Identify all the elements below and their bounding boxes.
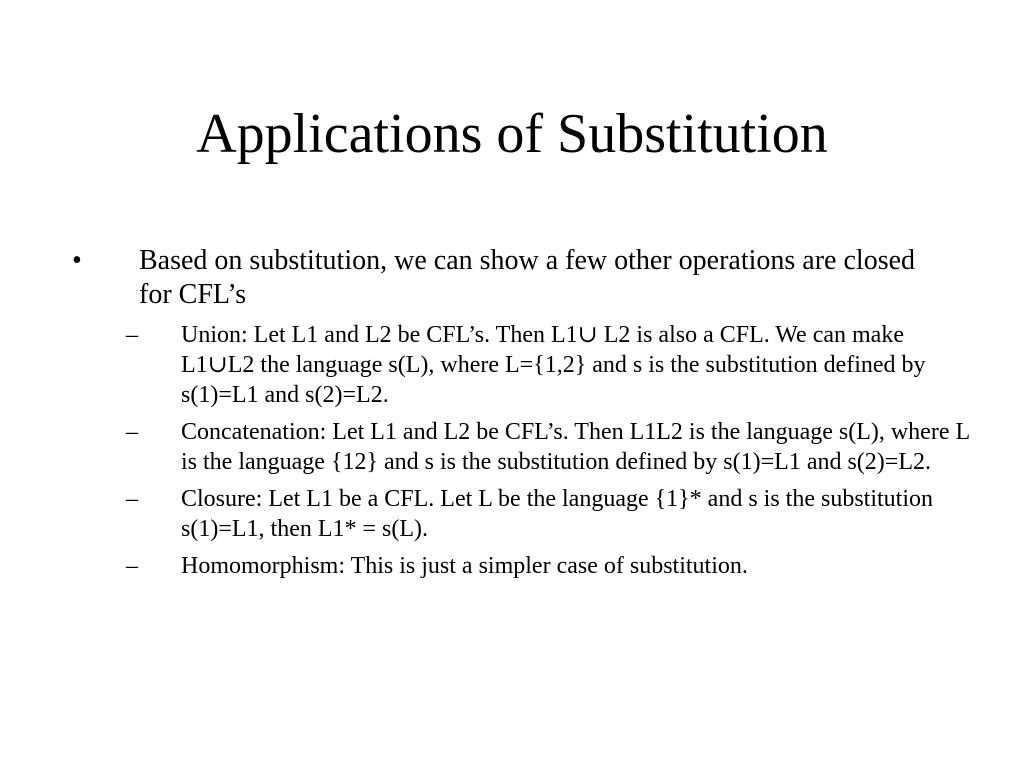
dash-marker: – bbox=[126, 322, 138, 348]
bullet-text: Based on substitution, we can show a few other operations are closed for CFL’s bbox=[139, 245, 916, 310]
bullet-marker: • bbox=[72, 245, 82, 276]
sub-bullet-text: Homomorphism: This is just a simpler case of substitution. bbox=[181, 553, 748, 579]
sub-bullet-homomorphism bbox=[0, 551, 981, 581]
dash-marker: – bbox=[126, 553, 138, 579]
dash-marker: – bbox=[126, 486, 138, 512]
sub-bullet-list bbox=[0, 320, 1024, 581]
sub-bullet-text: Concatenation: Let L1 and L2 be CFL’s. Then L1L2 is the language s(L), where L is the language {12} and s is the substitution defined by s(1)=L1 and s(2)=L2. bbox=[181, 419, 970, 475]
slide-title: Applications of Substitution bbox=[196, 103, 828, 165]
sub-bullet-text: Union: Let L1 and L2 be CFL’s. Then L1∪ L2 is also a CFL. We can make L1∪L2 the language s(L), where L={1,2} and s is the substitution defined by s(1)=L1 and s(2)=L2. bbox=[181, 322, 926, 408]
sub-bullet-concatenation bbox=[0, 417, 981, 477]
sub-bullet-closure bbox=[0, 484, 981, 544]
bullet-list bbox=[0, 244, 1024, 588]
sub-bullet-union bbox=[0, 320, 981, 410]
sub-bullet-text: Closure: Let L1 be a CFL. Let L be the language {1}* and s is the substitution s(1)=L1, then L1* = s(L). bbox=[181, 486, 934, 542]
dash-marker: – bbox=[126, 419, 138, 445]
bullet-item bbox=[0, 244, 949, 312]
